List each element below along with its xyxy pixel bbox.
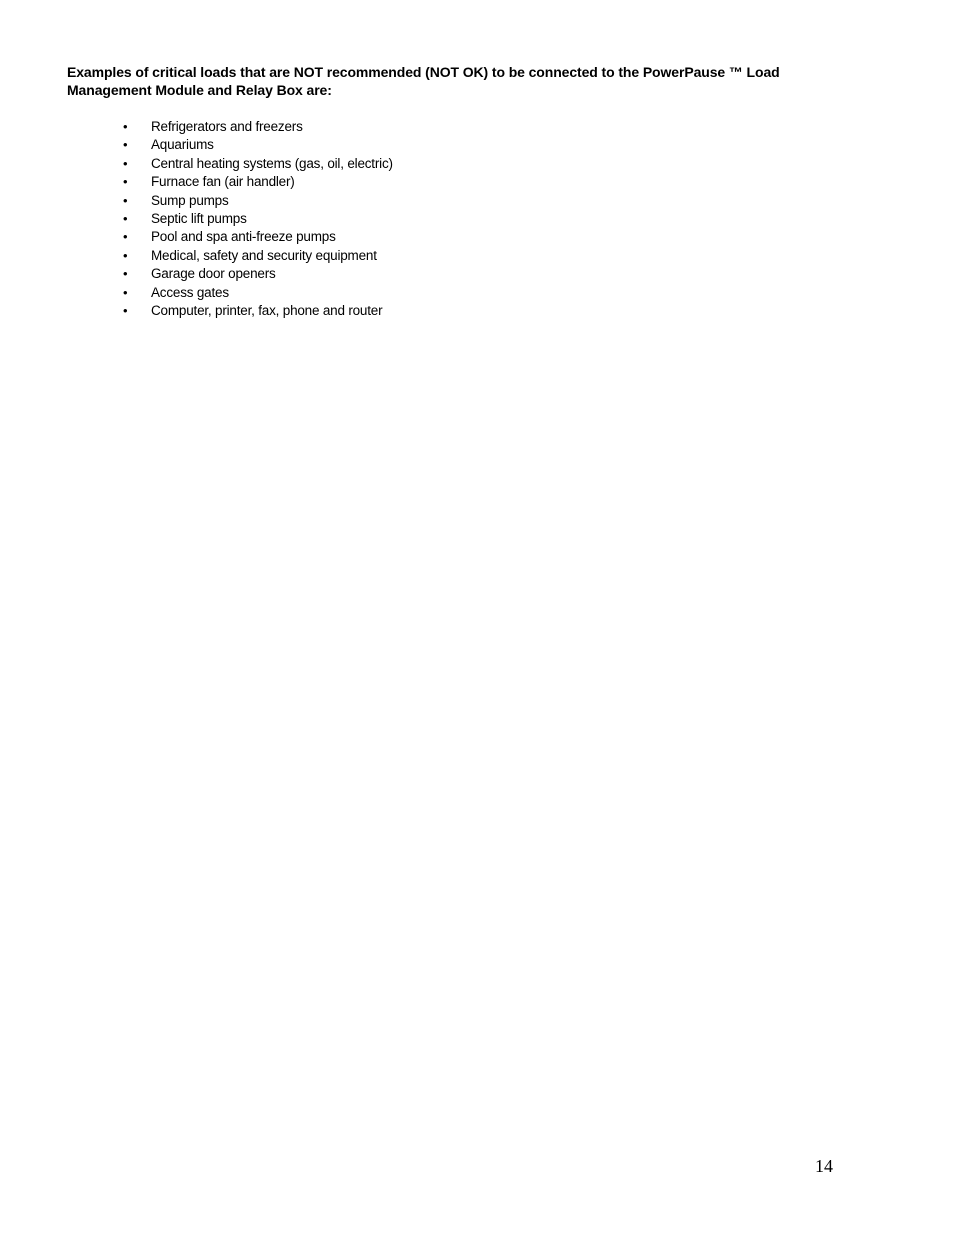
list-item-text: Garage door openers — [151, 266, 276, 282]
list-item-text: Access gates — [151, 284, 229, 300]
list-item — [123, 247, 393, 265]
bullet-icon: • — [123, 192, 128, 208]
bullet-icon: • — [123, 266, 128, 282]
list-item — [123, 192, 393, 210]
list-item-text: Furnace fan (air handler) — [151, 174, 295, 190]
list-item — [123, 173, 393, 191]
list-item-text: Refrigerators and freezers — [151, 119, 303, 134]
list-item — [123, 284, 393, 302]
bullet-icon: • — [123, 229, 128, 245]
bullet-icon: • — [123, 284, 128, 300]
critical-loads-list — [123, 118, 393, 320]
list-item — [123, 228, 393, 246]
list-item — [123, 118, 393, 136]
bullet-icon: • — [123, 247, 128, 263]
list-item — [123, 265, 393, 283]
bullet-icon: • — [123, 211, 128, 227]
list-item-text: Computer, printer, fax, phone and router — [151, 303, 383, 319]
list-item-text: Sump pumps — [151, 192, 229, 208]
bullet-icon: • — [123, 137, 128, 153]
bullet-icon: • — [123, 303, 128, 319]
list-item — [123, 155, 393, 173]
list-item-text: Medical, safety and security equipment — [151, 247, 377, 263]
list-item-text: Aquariums — [151, 137, 214, 153]
list-item — [123, 210, 393, 228]
bullet-icon: • — [123, 155, 128, 171]
list-item-text: Central heating systems (gas, oil, electric) — [151, 155, 393, 171]
bullet-icon: • — [123, 119, 128, 134]
list-item — [123, 302, 393, 320]
section-heading: Examples of critical loads that are NOT recommended (NOT OK) to be connected to the PowerPause ™ Load Management Module and Relay Box are: — [67, 64, 780, 98]
list-item-text: Pool and spa anti-freeze pumps — [151, 229, 336, 245]
bullet-icon: • — [123, 174, 128, 190]
page-number: 14 — [815, 1156, 833, 1176]
list-item-text: Septic lift pumps — [151, 211, 247, 227]
list-item — [123, 136, 393, 154]
